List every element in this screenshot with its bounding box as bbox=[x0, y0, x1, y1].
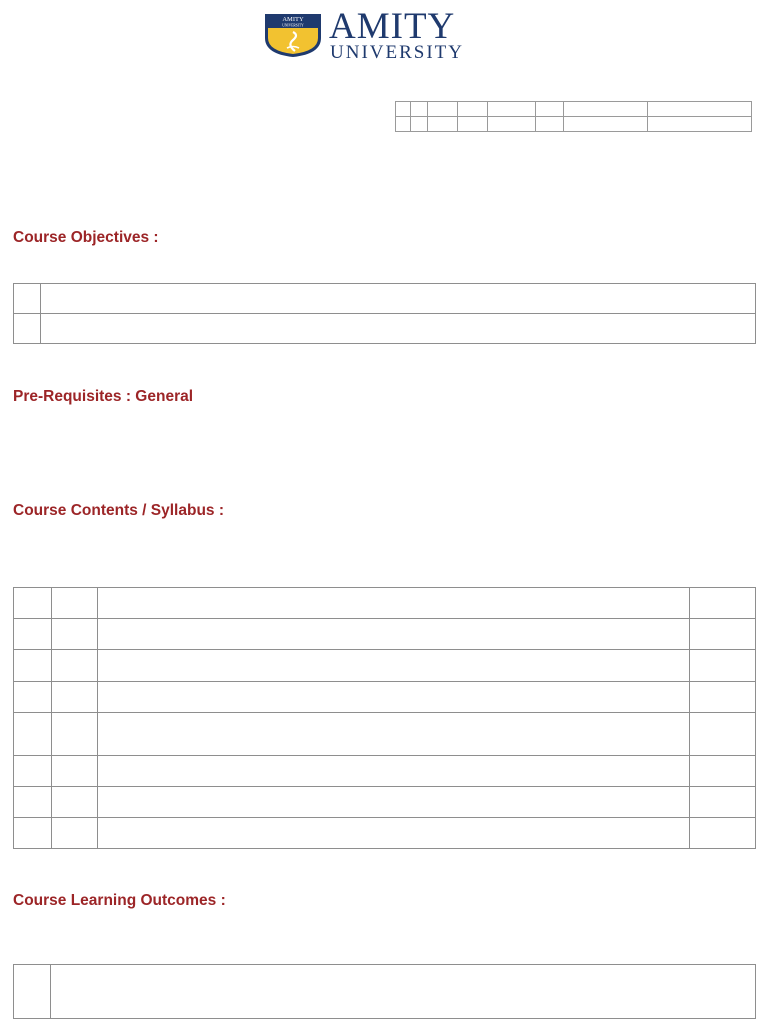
table-cell bbox=[98, 756, 690, 787]
table-cell bbox=[41, 284, 756, 314]
table-cell bbox=[52, 588, 98, 619]
table-cell bbox=[648, 117, 752, 132]
amity-shield-icon bbox=[263, 12, 323, 58]
syllabus-table bbox=[13, 587, 756, 849]
brand-wordmark bbox=[329, 6, 464, 63]
svg-text:UNIVERSITY: UNIVERSITY bbox=[282, 23, 304, 28]
table-cell bbox=[457, 102, 487, 117]
table-cell bbox=[535, 102, 564, 117]
table-cell bbox=[41, 314, 756, 344]
prerequisites-heading: Pre-Requisites : General bbox=[13, 388, 194, 405]
table-cell bbox=[535, 117, 564, 132]
table-cell bbox=[14, 650, 52, 682]
brand-name: AMITY bbox=[329, 6, 456, 47]
table-row bbox=[14, 682, 756, 713]
table-cell bbox=[487, 117, 535, 132]
table-cell bbox=[14, 284, 41, 314]
amity-logo bbox=[263, 6, 508, 63]
course-credit-table bbox=[395, 101, 752, 132]
brand-sub: UNIVERSITY bbox=[330, 42, 464, 63]
table-row bbox=[14, 713, 756, 756]
table-cell bbox=[52, 756, 98, 787]
table-cell bbox=[98, 787, 690, 818]
table-cell bbox=[52, 713, 98, 756]
table-cell bbox=[52, 787, 98, 818]
table-row bbox=[14, 787, 756, 818]
table-cell bbox=[690, 588, 756, 619]
table-cell bbox=[427, 117, 457, 132]
table-cell bbox=[564, 117, 648, 132]
table-cell bbox=[14, 619, 52, 650]
table-cell bbox=[690, 713, 756, 756]
table-row bbox=[14, 284, 756, 314]
table-cell bbox=[648, 102, 752, 117]
table-cell bbox=[52, 650, 98, 682]
table-row bbox=[14, 965, 756, 1019]
table-cell bbox=[690, 619, 756, 650]
table-cell bbox=[52, 682, 98, 713]
table-row bbox=[14, 650, 756, 682]
table-cell bbox=[52, 818, 98, 849]
table-cell bbox=[487, 102, 535, 117]
table-cell bbox=[564, 102, 648, 117]
table-cell bbox=[410, 117, 427, 132]
table-cell bbox=[14, 314, 41, 344]
table-cell bbox=[690, 650, 756, 682]
table-row bbox=[396, 117, 752, 132]
table-cell bbox=[14, 713, 52, 756]
table-row bbox=[14, 619, 756, 650]
table-cell bbox=[396, 117, 411, 132]
objectives-table bbox=[13, 283, 756, 344]
table-cell bbox=[690, 682, 756, 713]
table-cell bbox=[98, 650, 690, 682]
table-cell bbox=[98, 713, 690, 756]
course-contents-heading: Course Contents / Syllabus : bbox=[13, 502, 225, 519]
svg-text:AMITY: AMITY bbox=[282, 16, 304, 23]
table-cell bbox=[14, 682, 52, 713]
table-row bbox=[14, 756, 756, 787]
table-cell bbox=[427, 102, 457, 117]
table-cell bbox=[51, 965, 756, 1019]
table-cell bbox=[690, 818, 756, 849]
table-cell bbox=[98, 588, 690, 619]
table-cell bbox=[457, 117, 487, 132]
table-cell bbox=[52, 619, 98, 650]
table-cell bbox=[98, 682, 690, 713]
table-cell bbox=[14, 818, 52, 849]
outcomes-table bbox=[13, 964, 756, 1019]
table-cell bbox=[410, 102, 427, 117]
learning-outcomes-heading: Course Learning Outcomes : bbox=[13, 892, 226, 909]
table-row bbox=[396, 102, 752, 117]
table-row bbox=[14, 314, 756, 344]
table-cell bbox=[14, 588, 52, 619]
table-row bbox=[14, 818, 756, 849]
table-cell bbox=[396, 102, 411, 117]
table-cell bbox=[14, 965, 51, 1019]
table-cell bbox=[690, 787, 756, 818]
table-cell bbox=[98, 818, 690, 849]
table-cell bbox=[98, 619, 690, 650]
table-row bbox=[14, 588, 756, 619]
table-cell bbox=[14, 787, 52, 818]
table-cell bbox=[14, 756, 52, 787]
table-cell bbox=[690, 756, 756, 787]
course-objectives-heading: Course Objectives : bbox=[13, 229, 159, 246]
